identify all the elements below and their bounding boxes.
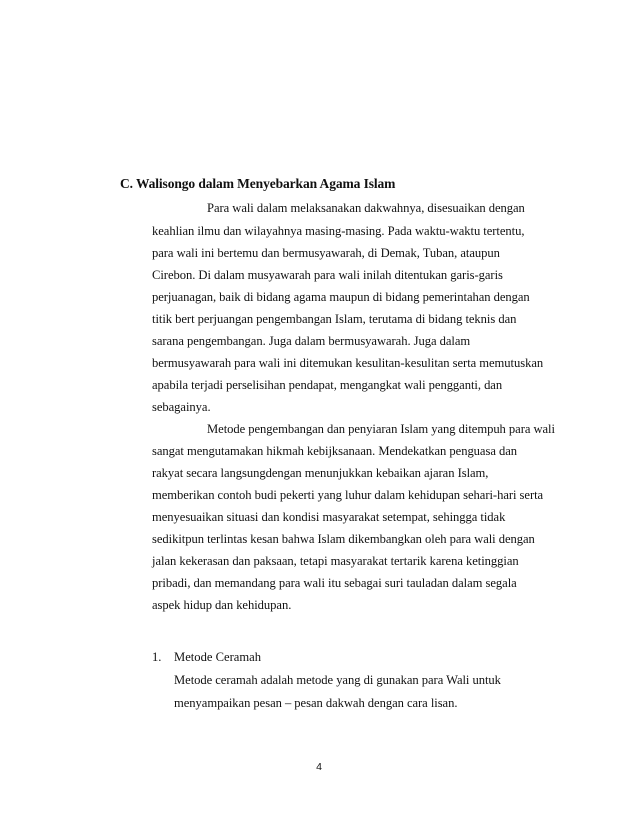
paragraph1-line: sebagainya. bbox=[152, 400, 211, 414]
paragraph2-line: menyesuaikan situasi dan kondisi masyarakat setempat, sehingga tidak bbox=[152, 510, 506, 524]
paragraph2-line: sedikitpun terlintas kesan bahwa Islam dikembangkan oleh para wali dengan bbox=[152, 532, 535, 546]
paragraph2-line: aspek hidup dan kehidupan. bbox=[152, 598, 292, 612]
paragraph2-line: Metode pengembangan dan penyiaran Islam yang ditempuh para wali bbox=[207, 422, 555, 436]
paragraph1-line: keahlian ilmu dan wilayahnya masing-masing. Pada waktu-waktu tertentu, bbox=[152, 224, 525, 238]
paragraph2-line: sangat mengutamakan hikmah kebijksanaan. Mendekatkan penguasa dan bbox=[152, 444, 517, 458]
paragraph1-line: Cirebon. Di dalam musyawarah para wali inilah ditentukan garis-garis bbox=[152, 268, 503, 282]
section-heading: C. Walisongo dalam Menyebarkan Agama Islam bbox=[120, 176, 396, 191]
paragraph1-line: para wali ini bertemu dan bermusyawarah, di Demak, Tuban, ataupun bbox=[152, 246, 500, 260]
paragraph1-line: apabila terjadi perselisihan pendapat, mengangkat wali pengganti, dan bbox=[152, 378, 503, 392]
list-item-number: 1. bbox=[152, 650, 162, 664]
paragraph1-line: perjuanagan, baik di bidang agama maupun di bidang pemerintahan dengan bbox=[152, 290, 530, 304]
paragraph1-line: titik bert perjuangan pengembangan Islam, terutama di bidang teknis dan bbox=[152, 312, 517, 326]
paragraph2-line: jalan kekerasan dan paksaan, tetapi masyarakat tertarik karena ketinggian bbox=[152, 554, 519, 568]
paragraph2-line: pribadi, dan memandang para wali itu sebagai suri tauladan dalam segala bbox=[152, 576, 517, 590]
paragraph1-line: Para wali dalam melaksanakan dakwahnya, disesuaikan dengan bbox=[207, 201, 525, 215]
paragraph2-line: rakyat secara langsungdengan menunjukkan kebaikan ajaran Islam, bbox=[152, 466, 489, 480]
list-item-body-line: Metode ceramah adalah metode yang di gunakan para Wali untuk bbox=[174, 673, 501, 687]
paragraph1-line: bermusyawarah para wali ini ditemukan kesulitan-kesulitan serta memutuskan bbox=[152, 356, 544, 370]
page-number: 4 bbox=[316, 761, 322, 773]
paragraph1-line: sarana pengembangan. Juga dalam bermusyawarah. Juga dalam bbox=[152, 334, 471, 348]
list-item-title: Metode Ceramah bbox=[174, 650, 262, 664]
paragraph2-line: memberikan contoh budi pekerti yang luhur dalam kehidupan sehari-hari serta bbox=[152, 488, 544, 502]
list-item-body-line: menyampaikan pesan – pesan dakwah dengan cara lisan. bbox=[174, 696, 458, 710]
